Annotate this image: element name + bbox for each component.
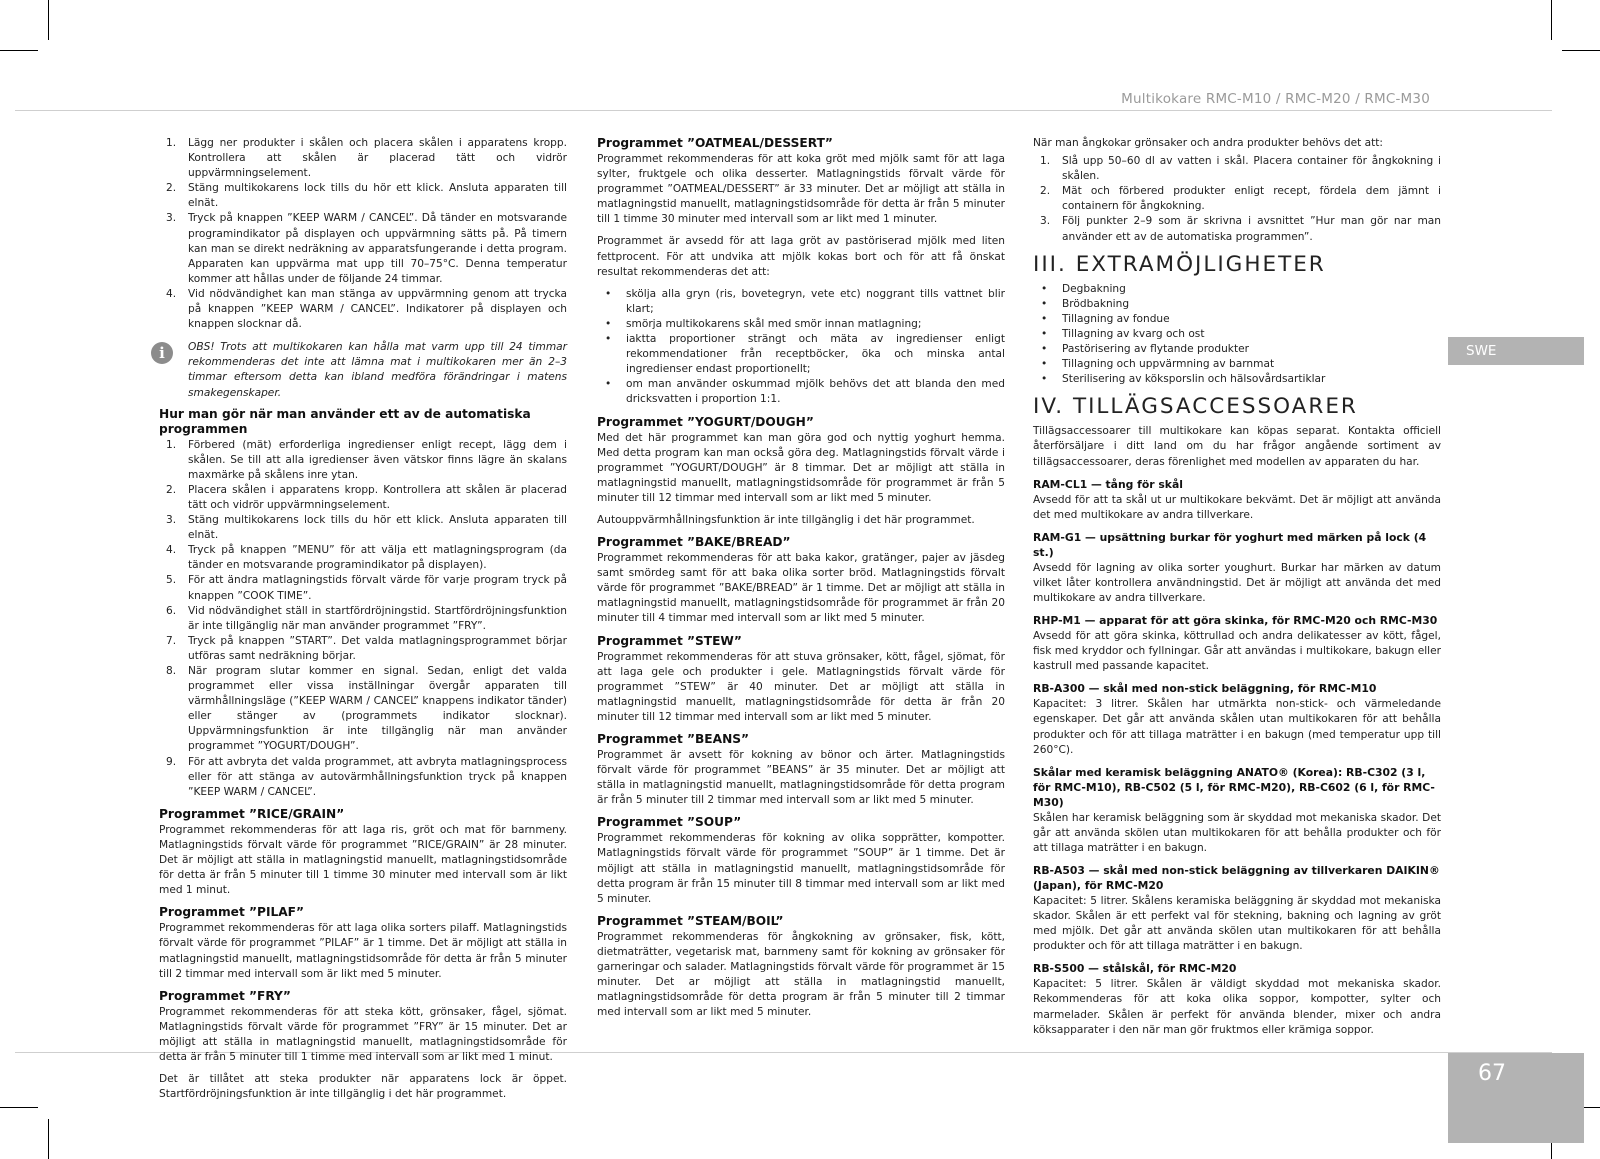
oatmeal-tips bbox=[597, 287, 1005, 408]
list-item: 5. För att ändra matlagningstids förvalt värde för varje program tryck på knappen ”COOK TIME”. bbox=[166, 574, 567, 602]
auto-program-steps bbox=[159, 438, 567, 800]
paragraph: Kapacitet: 3 litrer. Skålen har utmärkta non-stick- och värmeledande egenskaper. Det går att använda skålen utan multikokaren för att behålla produkter och för att tillaga maträtter i en bakugn (med temperatur upp till 260°C). bbox=[1033, 698, 1441, 756]
section-heading: Programmet ”YOGURT/DOUGH” bbox=[597, 414, 814, 429]
list-item: • Tillagning och uppvärmning av barnmat bbox=[1041, 358, 1275, 371]
crop-mark bbox=[0, 50, 38, 51]
page-number: 67 bbox=[1448, 1053, 1584, 1143]
accessory-title: Skålar med keramisk beläggning ANATO® (Korea): RB-C302 (3 l, för RMC-M10), RB-C502 (5 l, för RMC-M20), RB-C602 (6 l, för RMC-M30) bbox=[1033, 765, 1435, 809]
extra-features-list bbox=[1033, 282, 1441, 388]
section-heading: Programmet ”PILAF” bbox=[159, 905, 305, 920]
column-left bbox=[159, 136, 567, 1109]
list-item: 2. Placera skålen i apparatens kropp. Kontrollera att skålen är placerad tätt och vidrör uppvärmningselement. bbox=[166, 483, 567, 511]
note-text: OBS! Trots att multikokaren kan hålla mat varm upp till 24 timmar rekommenderas det inte att lämna mat i multikokaren mer än 2–3 timmar eftersom detta kan ibland medföra förändringar i matens smakegenskaper. bbox=[188, 341, 567, 399]
section-heading: Programmet ”FRY” bbox=[159, 988, 291, 1003]
paragraph: När man ångkokar grönsaker och andra produkter behövs det att: bbox=[1033, 137, 1383, 149]
chapter-heading: IV. TILLÄGSACCESSOARER bbox=[1033, 394, 1358, 420]
list-item: • Sterilisering av köksporslin och hälsovårdsartiklar bbox=[1041, 373, 1326, 386]
list-item: 9. För att avbryta det valda programmet, att avbryta matlagningsprocess eller för att stänga av autovärmhållningsfunktion tryck på knappen ”KEEP WARM / CANCEL”. bbox=[166, 755, 567, 798]
list-item: 4. Vid nödvändighet kan man stänga av uppvärmning genom att trycka på knappen ”KEEP WARM / CANCEL”. Indikatorer på displayen och knappen slocknar då. bbox=[166, 287, 567, 331]
list-item: • smörja multikokarens skål med smör innan matlagning; bbox=[605, 317, 922, 330]
paragraph: Programmet rekommenderas för att steka kött, grönsaker, fågel, sjömat. Matlagningstids förvalt värde för programmet ”FRY” är 15 minuter. Det ar möjligt att ställa in matlagningstid manuellt, matlagningstidsområde för detta är från 5 minuter till 1 timme med intervall som ar likt med 1 minut. bbox=[159, 1005, 567, 1063]
crop-mark bbox=[1562, 50, 1600, 51]
paragraph: Avsedd för att göra skinka, köttrullad och andra delikatesser av kött, fågel, fisk med kryddor och fyllningar. Går att användas i multikokare, bakugn eller kastrull med passande kapacitet. bbox=[1033, 630, 1441, 673]
paragraph: Programmet rekommenderas för att baka kakor, gratänger, pajer av jäsdeg samt smördeg samt för att baka olika sorter bröd. Matlagningstids förvalt värde för programmet ”BAKE/BREAD” är 1 timme. Det ar möjligt att ställa in matlagningstid manuellt, matlagningstidsområde för programmet är från 20 minuter till 4 timmar med intervall som ar likt med 5 minuter. bbox=[597, 552, 1005, 625]
paragraph: Kapacitet: 5 litrer. Skålen är väldigt skyddad mot mekaniska skador. Rekommenderas för att koka olika soppor, kompotter, sylter och marmelader. Skålen är perfekt för använda blender, mixer och andra köksapparater i den när man gör fruktmos eller krämiga soppor. bbox=[1033, 978, 1441, 1036]
keep-warm-steps bbox=[159, 136, 567, 332]
list-item: 7. Tryck på knappen ”START”. Det valda matlagningsprogrammet börjar utföras samt nedräkning börjar. bbox=[166, 634, 567, 662]
paragraph: Tillägsaccessoarer till multikokare kan köpas separat. Kontakta officiell återförsäljare i ditt land om du har frågor angående sortiment av tillägsaccessoarer, deras förenlighet med modellen av apparaten du har. bbox=[1033, 425, 1441, 468]
list-item: 1. Förbered (mät) erforderliga ingredienser enligt recept, lägg dem i skålen. Se till att alla igredienser även vätskor finns lägre än skalans maxmärke på skålens inre ytan. bbox=[166, 438, 567, 481]
paragraph: Programmet rekommenderas för kokning av olika sopprätter, kompotter. Matlagningstids förvalt värde för programmet ”SOUP” är 1 timme. Det är möjligt att ställa in matlagningstid manuellt, matlagningstidsområde för detta program är från 15 minuter till 8 timmar med intervall som ar likt med 5 minuter. bbox=[597, 832, 1005, 905]
list-item: • Tillagning av fondue bbox=[1041, 312, 1170, 325]
list-item: 1. Lägg ner produkter i skålen och placera skålen i apparatens kropp. Kontrollera att skålen är placerad tätt och vidrör uppvärmningselement. bbox=[166, 137, 567, 180]
section-heading: Hur man gör när man använder ett av de automatiska programmen bbox=[159, 406, 531, 436]
list-item: 2. Mät och förbered produkter enligt recept, fördela dem jämnt i containern för ångkokning. bbox=[1040, 185, 1441, 213]
paragraph: Skålen har keramisk beläggning som är skyddad mot mekaniska skador. Det går att använda skölen utan multikokaren för att behålla produkter och för att tillaga maträtter i en bakugn. bbox=[1033, 811, 1441, 854]
list-item: 3. Tryck på knappen ”KEEP WARM / CANCEL”. Då tänder en motsvarande programindikator på displayen och uppvärmning sätts på. På timern kan man se direkt nedräkning av apparatsfungerande i detta program. Apparaten kan uppvärma mat upp till 70–75°C. Denna temperatur kommer att hållas under de följande 24 timmar. bbox=[166, 212, 567, 285]
section-heading: Programmet ”OATMEAL/DESSERT” bbox=[597, 136, 833, 150]
paragraph: Kapacitet: 5 litrer. Skålens keramiska beläggning är skyddad mot mekaniska skador. Skålen är ett perfekt val för stekning, bakning och lagning av gröt med mjölk. Det går att använda skölen utan multikokaren för att behålla produkter och för att tillaga maträtter i en bakugn. bbox=[1033, 895, 1441, 953]
paragraph: Programmet rekommenderas för ångkokning av grönsaker, fisk, kött, dietmaträtter, vegetarisk mat, barnmeny samt för kokning av grönsaker för garneringar och salader. Matlagningstids förvalt värde för programmet är 15 minuter. Det ar möjligt att ställa in matlagningstid manuellt, matlagningstidsområde för detta program är från 5 minuter till 2 timmar med intervall som ar likt med 5 minuter. bbox=[597, 930, 1005, 1019]
paragraph: Programmet rekommenderas för att koka gröt med mjölk samt för att laga sylter, fruktgele och olika desserter. Matlagningstids förvalt värde för programmet ”OATMEAL/DESSERT” är 33 minuter. Det ar möjligt att ställa in matlagningstid manuellt, matlagningstidsområde för detta är från 5 minuter till 1 timme 30 minuter med intervall som ar likt med 1 minuter. bbox=[597, 153, 1005, 226]
crop-mark bbox=[48, 0, 49, 40]
list-item: • iaktta proportioner strängt och mäta av ingredienser enligt rekommendationer från receptböcker, öka och minska antal ingredienser endast proportionellt; bbox=[605, 333, 1005, 376]
list-item: 8. När program slutar kommer en signal. Sedan, enligt det valda programmet eller vissa inställningar övergår apparaten till värmhållningsläge (”KEEP WARM / CANCEL” knappens indikator tänder) eller stänger av (programmets indikator slocknar). Uppvärmningsfunktion är inte tillgänglig när man använder programmet ”YOGURT/DOUGH”. bbox=[166, 665, 567, 753]
crop-mark bbox=[1551, 0, 1552, 40]
accessory-title: RAM-G1 — upsättning burkar för yoghurt med märken på lock (4 st.) bbox=[1033, 530, 1427, 559]
column-right bbox=[1033, 136, 1441, 1045]
section-heading: Programmet ”SOUP” bbox=[597, 815, 742, 830]
paragraph: Programmet är avsedd för att laga gröt av pastöriserad mjölk med liten fettprocent. För att undvika att mjölk kokas bort och för att få önskat resultat rekommenderas det att: bbox=[597, 235, 1005, 278]
list-item: • skölja alla gryn (ris, bovetegryn, vete etc) noggrant tills vattnet blir klart; bbox=[605, 287, 1005, 315]
list-item: 4. Tryck på knappen ”MENU” för att välja ett matlagningsprogram (da tänder en motsvarande programindikator på displayen). bbox=[166, 544, 567, 572]
accessory-title: RAM-CL1 — tång för skål bbox=[1033, 477, 1183, 491]
paragraph: Programmet rekommenderas för att laga olika sorters pilaff. Matlagningstids förvalt värde för programmet ”PILAF” är 1 timme. Det är möjligt att ställa in matlagningstid manuellt, matlagningstidsområde för detta är från 5 minuter till 2 timmar med intervall som är likt med 5 minuter. bbox=[159, 922, 567, 980]
note-block bbox=[159, 340, 567, 400]
list-item: • Tillagning av kvarg och ost bbox=[1041, 327, 1205, 340]
paragraph: Programmet rekommenderas för att laga ris, gröt och mat för barnmeny. Matlagningstids förvalt värde för programmet ”RICE/GRAIN” är 28 minuter. Det är möjligt att ställa in matlagningstid manuellt, matlagningstidsområde för detta är från 5 minuter till 1 timme 30 minuter med intervall som är likt med 1 minut. bbox=[159, 823, 567, 897]
paragraph: Avsedd för att ta skål ut ur multikokare bekvämt. Det är möjligt att använda det med multikokare av andra tillverkare. bbox=[1033, 493, 1441, 521]
language-tab: SWE bbox=[1448, 337, 1584, 365]
crop-mark bbox=[0, 1107, 38, 1108]
section-heading: Programmet ”STEAM/BOIL” bbox=[597, 913, 784, 928]
paragraph: Avsedd för lagning av olika sorter youghurt. Burkar har märken av datum vilket låter kontrollera användningstid. Det är möjligt att använda det med multikokare av andra tillverkare. bbox=[1033, 561, 1441, 604]
paragraph: Autouppvärmhållningsfunktion är inte tillgänglig i det här programmet. bbox=[597, 513, 975, 526]
info-icon: i bbox=[151, 342, 173, 364]
paragraph: Med det här programmet kan man göra god och nyttig yoghurt hemma. Med detta program kan man också göra deg. Matlagningstids förvalt värde i programmet ”YOGURT/DOUGH” är 8 timmar. Det ar möjligt att ställa in matlagningstid manuellt, matlagningstidsområde för programmet är från 5 minuter till 12 timmar med intervall som ar likt med 5 minuter. bbox=[597, 431, 1005, 504]
header-rule bbox=[15, 110, 1552, 111]
list-item: • om man använder oskummad mjölk behövs det att blanda den med dricksvatten i proportion 1:1. bbox=[605, 378, 1005, 406]
accessory-title: RB-A503 — skål med non-stick beläggning av tillverkaren DAIKIN® (Japan), för RMC-M20 bbox=[1033, 864, 1440, 892]
steam-steps bbox=[1033, 154, 1441, 245]
header-title: Multikokare RMC-M10 / RMC-M20 / RMC-M30 bbox=[1121, 91, 1430, 107]
list-item: 2. Stäng multikokarens lock tills du hör ett klick. Ansluta apparaten till elnät. bbox=[166, 182, 567, 210]
list-item: 1. Slå upp 50–60 dl av vatten i skål. Placera container för ångkokning i skålen. bbox=[1040, 155, 1441, 183]
column-middle bbox=[597, 136, 1005, 1027]
accessory-title: RB-A300 — skål med non-stick beläggning, för RMC-M10 bbox=[1033, 682, 1377, 696]
paragraph: Programmet är avsett för kokning av bönor och ärter. Matlagningstids förvalt värde för programmet ”BEANS” är 35 minuter. Det ar möjligt att ställa in matlagningstid manuellt, matlagningstidsområde för detta program är från 5 minuter till 2 timmar med intervall som ar likt med 5 minuter. bbox=[597, 749, 1005, 807]
chapter-heading: III. EXTRAMÖJLIGHETER bbox=[1033, 251, 1326, 277]
accessory-title: RHP-M1 — apparat för att göra skinka, för RMC-M20 och RMC-M30 bbox=[1033, 614, 1438, 628]
list-item: 6. Vid nödvändighet ställ in startfördröjningstid. Startfördröjningsfunktion är inte tillgänglig när man använder programmet ”FRY”. bbox=[166, 604, 567, 632]
paragraph: Programmet rekommenderas för att stuva grönsaker, kött, fågel, sjömat, för att laga gele och produkter i gele. Matlagningstids förvalt värde för programmet ”STEW” är 40 minuter. Det ar möjligt att ställa in matlagningstid manuellt, matlagningstidsområde för detta är från 20 minuter till 12 timmar med intervall som ar likt med 5 minuter. bbox=[597, 650, 1005, 723]
section-heading: Programmet ”BAKE/BREAD” bbox=[597, 535, 791, 550]
section-heading: Programmet ”STEW” bbox=[597, 633, 742, 648]
list-item: • Degbakning bbox=[1041, 282, 1126, 295]
list-item: 3. Följ punkter 2–9 som är skrivna i avsnittet ”Hur man gör nar man använder ett av de automatiska programmen”. bbox=[1040, 215, 1441, 243]
accessory-title: RB-S500 — stålskål, för RMC-M20 bbox=[1033, 962, 1237, 976]
crop-mark bbox=[48, 1119, 49, 1159]
list-item: • Brödbakning bbox=[1041, 297, 1130, 310]
section-heading: Programmet ”RICE/GRAIN” bbox=[159, 806, 345, 821]
list-item: 3. Stäng multikokarens lock tills du hör ett klick. Ansluta apparaten till elnät. bbox=[166, 514, 567, 542]
section-heading: Programmet ”BEANS” bbox=[597, 732, 750, 746]
list-item: • Pastörisering av flytande produkter bbox=[1041, 343, 1249, 356]
paragraph: Det är tillåtet att steka produkter när apparatens lock är öppet. Startfördröjningsfunktion är inte tillgänglig i det här programmet. bbox=[159, 1073, 567, 1101]
